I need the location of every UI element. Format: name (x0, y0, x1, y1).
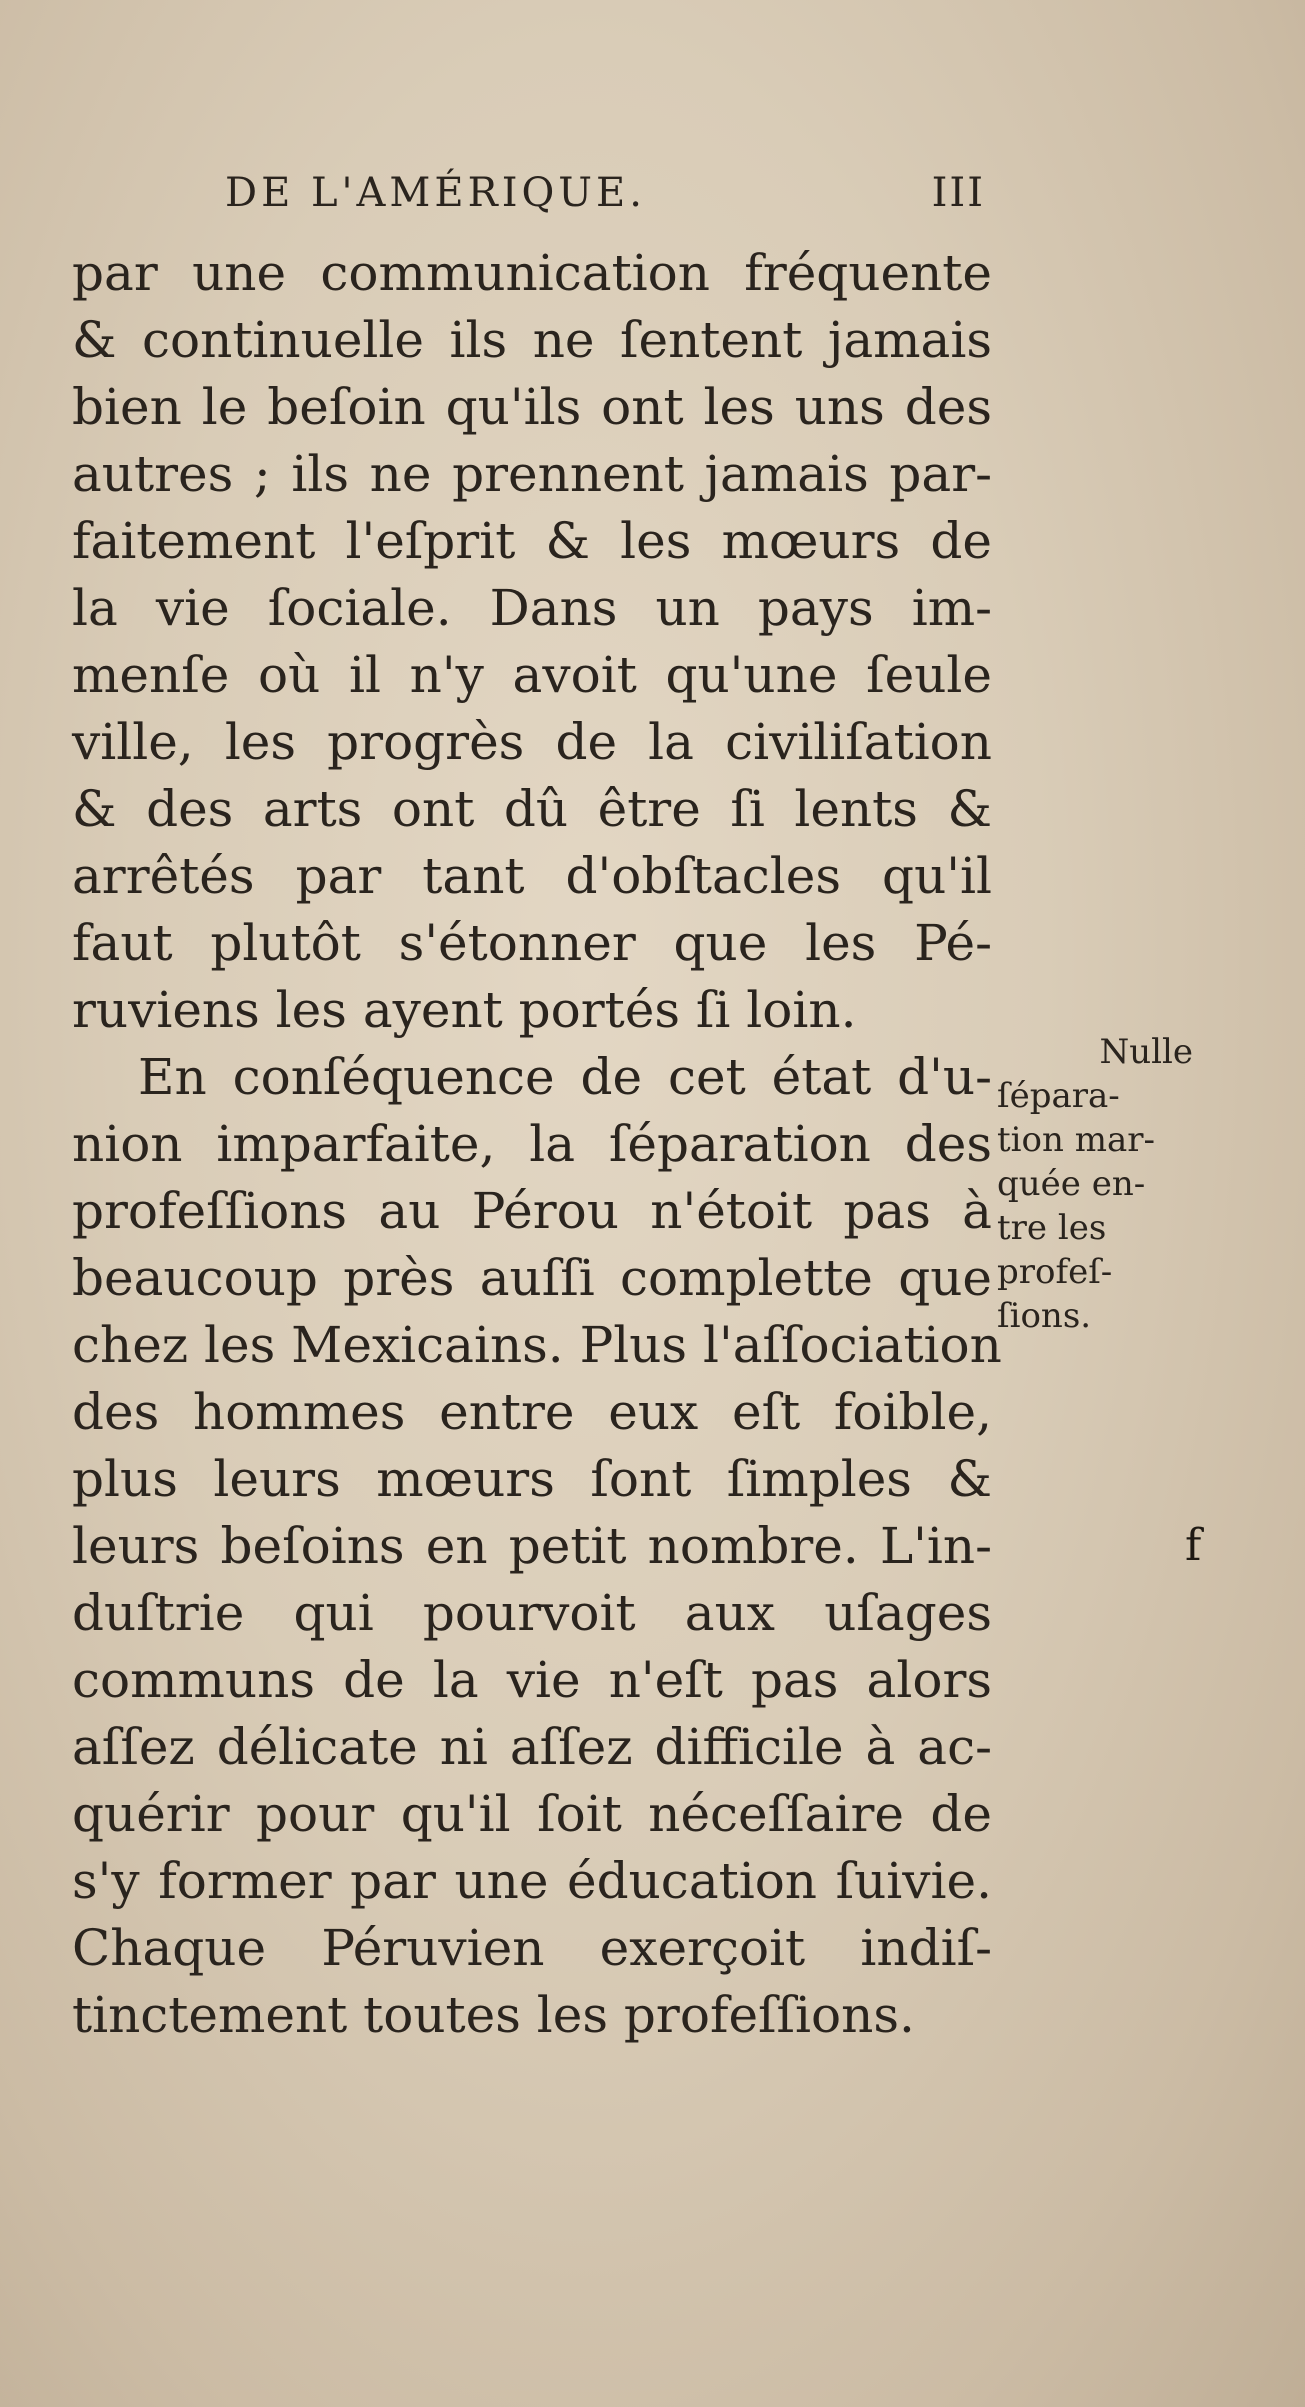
text-line: s'y former par une éducation ſuivie. (72, 1852, 992, 1910)
text-line: des hommes entre eux eſt foible, (72, 1383, 992, 1441)
margin-note-line: profeſ- (997, 1252, 1113, 1292)
text-line: plus leurs mœurs ſont ſimples & (72, 1450, 992, 1508)
margin-note-line: tre les (997, 1208, 1107, 1248)
text-line: beaucoup près auſſi complette que (72, 1249, 992, 1307)
text-line: par une communication fréquente (72, 244, 992, 302)
text-line: & des arts ont dû être ſi lents & (72, 780, 992, 838)
text-line: ruviens les ayent portés ſi loin. (72, 981, 857, 1039)
text-line: nion imparfaite, la ſéparation des (72, 1115, 992, 1173)
text-line: autres ; ils ne prennent jamais par- (72, 445, 992, 503)
margin-note-line: quée en- (997, 1164, 1146, 1204)
text-line: aſſez délicate ni aſſez difficile à ac- (72, 1718, 992, 1776)
text-line: Chaque Péruvien exerçoit indiſ- (72, 1919, 992, 1977)
margin-note-line: ſépara- (997, 1076, 1120, 1116)
page-number: III (931, 170, 985, 216)
margin-note-line: Nulle (1099, 1032, 1193, 1072)
paragraph-start-line: En conſéquence de cet état d'u- (138, 1048, 992, 1106)
margin-note (997, 1030, 1207, 1338)
text-line: tinctement toutes les profeſſions. (72, 1986, 915, 2044)
running-head: DE L'AMÉRIQUE. (225, 170, 646, 216)
text-line: leurs beſoins en petit nombre. L'in- (72, 1517, 992, 1575)
margin-note-line: tion mar- (997, 1120, 1155, 1160)
text-line: duſtrie qui pourvoit aux uſages (72, 1584, 992, 1642)
text-line: quérir pour qu'il ſoit néceſſaire de (72, 1785, 992, 1843)
text-line: arrêtés par tant d'obſtacles qu'il (72, 847, 992, 905)
text-line: profeſſions au Pérou n'étoit pas à (72, 1182, 992, 1240)
text-line: bien le beſoin qu'ils ont les uns des (72, 378, 992, 436)
text-line: menſe où il n'y avoit qu'une ſeule (72, 646, 992, 704)
text-line: & continuelle ils ne ſentent jamais (72, 311, 992, 369)
text-line: communs de la vie n'eſt pas alors (72, 1651, 992, 1709)
page-header (225, 170, 985, 230)
text-line: chez les Mexicains. Plus l'aſſociation (72, 1316, 1002, 1374)
text-line: la vie ſociale. Dans un pays im- (72, 579, 992, 637)
margin-ink-mark: f (1185, 1520, 1202, 1571)
margin-note-line: ſions. (997, 1296, 1092, 1336)
text-line: faut plutôt s'étonner que les Pé- (72, 914, 992, 972)
text-line: faitement l'eſprit & les mœurs de (72, 512, 992, 570)
text-line: ville, les progrès de la civiliſation (72, 713, 992, 771)
body-text (72, 240, 1002, 2049)
